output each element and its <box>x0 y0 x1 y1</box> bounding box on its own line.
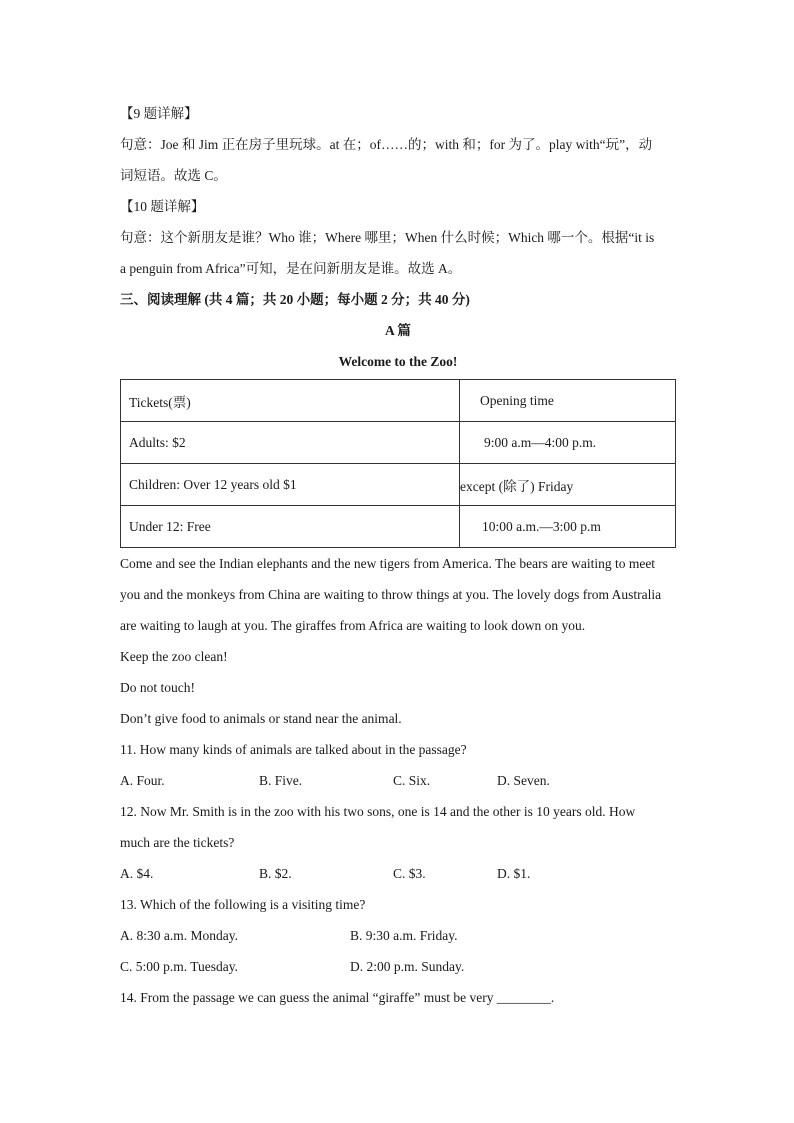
zoo-rule: Don’t give food to animals or stand near the animal. <box>120 711 402 726</box>
zoo-rule: Keep the zoo clean! <box>120 649 228 664</box>
table-row <box>121 380 676 422</box>
question-12-options <box>120 858 676 889</box>
option: A. 8:30 a.m. Monday. <box>120 928 238 943</box>
question-13-stem: 13. Which of the following is a visiting time? <box>120 897 366 912</box>
option: B. $2. <box>259 866 292 881</box>
question-14-stem: 14. From the passage we can guess the animal “giraffe” must be very ________. <box>120 990 555 1005</box>
option: B. 9:30 a.m. Friday. <box>350 928 458 943</box>
option: C. 5:00 p.m. Tuesday. <box>120 959 239 974</box>
passage-para2: you and the monkeys from China are waiting to throw things at you. The lovely dogs from Australia <box>120 587 662 602</box>
table-row <box>121 422 676 464</box>
zoo-rule: Do not touch! <box>120 680 195 695</box>
table-cell: 9:00 a.m—4:00 p.m. <box>460 422 676 464</box>
option: C. $3. <box>393 866 426 881</box>
table-cell: except (除了) Friday <box>460 464 676 506</box>
question-12-stem1: 12. Now Mr. Smith is in the zoo with his two sons, one is 14 and the other is 10 years old. How <box>120 804 636 819</box>
option: B. Five. <box>259 773 303 788</box>
table-cell: Adults: $2 <box>121 422 460 464</box>
option: C. Six. <box>393 773 431 788</box>
zoo-info-table <box>120 379 676 548</box>
question-12-stem2: much are the tickets? <box>120 835 235 850</box>
section9-line2: 词短语。故选 C。 <box>120 168 227 183</box>
passage-para1: Come and see the Indian elephants and the new tigers from America. The bears are waiting to meet <box>120 556 656 571</box>
part3-heading: 三、阅读理解 (共 4 篇；共 20 小题；每小题 2 分；共 40 分) <box>120 292 470 307</box>
table-cell: Tickets(票) <box>121 380 460 422</box>
passage-a-label: A 篇 <box>385 323 411 338</box>
passage-a-title: Welcome to the Zoo! <box>338 354 458 369</box>
table-row <box>121 464 676 506</box>
passage-para3: are waiting to laugh at you. The giraffes from Africa are waiting to look down on you. <box>120 618 586 633</box>
question-13-options-row1 <box>120 920 676 951</box>
question-11-options <box>120 765 676 796</box>
option: D. $1. <box>497 866 531 881</box>
section9-heading: 【9 题详解】 <box>120 106 198 121</box>
document-page <box>120 98 676 1013</box>
table-cell: Under 12: Free <box>121 506 460 548</box>
section10-line1: 句意：这个新朋友是谁？Who 谁；Where 哪里；When 什么时候；Which 哪一个。根据“it is <box>120 230 655 245</box>
question-13-options-row2 <box>120 951 676 982</box>
section10-line2: a penguin from Africa”可知，是在问新朋友是谁。故选 A。 <box>120 261 462 276</box>
question-11-stem: 11. How many kinds of animals are talked about in the passage? <box>120 742 467 757</box>
table-cell: 10:00 a.m.—3:00 p.m <box>460 506 676 548</box>
section9-line1: 句意：Joe 和 Jim 正在房子里玩球。at 在；of……的；with 和；for 为了。play with“玩”，动 <box>120 137 653 152</box>
option: A. $4. <box>120 866 154 881</box>
table-cell: Children: Over 12 years old $1 <box>121 464 460 506</box>
option: A. Four. <box>120 773 165 788</box>
table-row <box>121 506 676 548</box>
option: D. Seven. <box>497 773 550 788</box>
table-cell: Opening time <box>460 380 676 422</box>
section10-heading: 【10 题详解】 <box>120 199 205 214</box>
option: D. 2:00 p.m. Sunday. <box>350 959 465 974</box>
